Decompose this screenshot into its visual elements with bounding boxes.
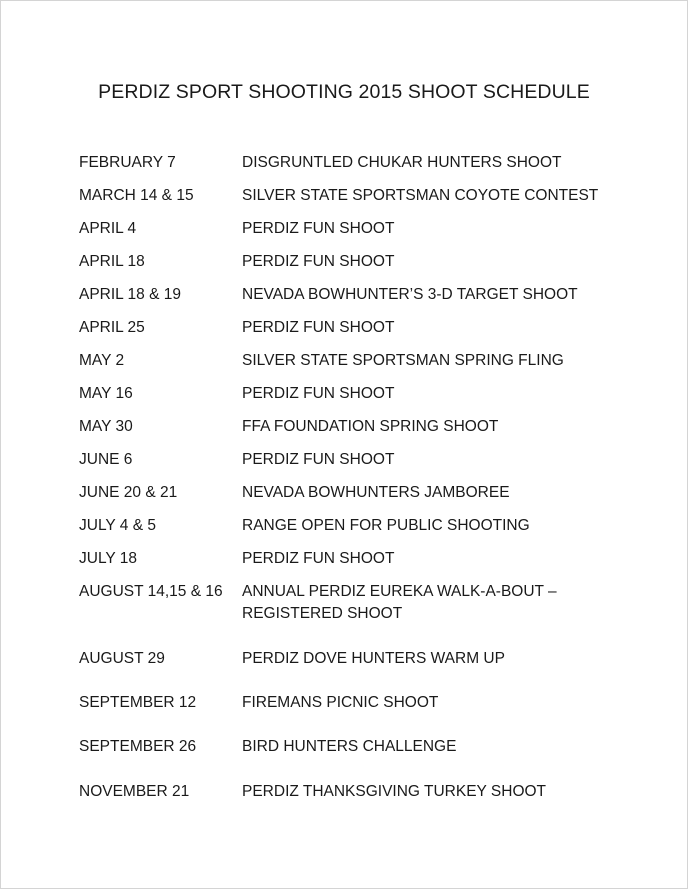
schedule-date: APRIL 25 xyxy=(79,319,145,336)
schedule-event: FFA FOUNDATION SPRING SHOOT xyxy=(242,418,499,435)
schedule-event: NEVADA BOWHUNTER’S 3-D TARGET SHOOT xyxy=(242,286,578,303)
schedule-event: NEVADA BOWHUNTERS JAMBOREE xyxy=(242,484,510,501)
schedule-date: FEBRUARY 7 xyxy=(79,154,176,171)
schedule-event: PERDIZ FUN SHOOT xyxy=(242,385,395,402)
schedule-date: AUGUST 14,15 & 16 xyxy=(79,583,223,600)
schedule-date: AUGUST 29 xyxy=(79,650,165,667)
schedule-event: BIRD HUNTERS CHALLENGE xyxy=(242,738,457,755)
schedule-date: MAY 16 xyxy=(79,385,133,402)
schedule-event: FIREMANS PICNIC SHOOT xyxy=(242,694,439,711)
schedule-date: JUNE 20 & 21 xyxy=(79,484,178,501)
schedule-event: PERDIZ FUN SHOOT xyxy=(242,220,395,237)
schedule-event: PERDIZ THANKSGIVING TURKEY SHOOT xyxy=(242,783,547,800)
schedule-date: MAY 2 xyxy=(79,352,125,369)
schedule-event: PERDIZ FUN SHOOT xyxy=(242,319,395,336)
schedule-event: SILVER STATE SPORTSMAN COYOTE CONTEST xyxy=(242,187,599,204)
schedule-date: MAY 30 xyxy=(79,418,133,435)
schedule-event: SILVER STATE SPORTSMAN SPRING FLING xyxy=(242,352,564,369)
schedule-date: SEPTEMBER 26 xyxy=(79,738,197,755)
schedule-date: NOVEMBER 21 xyxy=(79,783,190,800)
schedule-event: PERDIZ FUN SHOOT xyxy=(242,550,395,567)
schedule-event: PERDIZ FUN SHOOT xyxy=(242,253,395,270)
schedule-date: APRIL 18 xyxy=(79,253,145,270)
schedule-event: PERDIZ DOVE HUNTERS WARM UP xyxy=(242,650,505,667)
schedule-event: DISGRUNTLED CHUKAR HUNTERS SHOOT xyxy=(242,154,562,171)
schedule-date: SEPTEMBER 12 xyxy=(79,694,197,711)
schedule-date: APRIL 4 xyxy=(79,220,137,237)
schedule-date: APRIL 18 & 19 xyxy=(79,286,181,303)
schedule-date: MARCH 14 & 15 xyxy=(79,187,194,204)
schedule-date: JULY 4 & 5 xyxy=(79,517,156,534)
page-title: PERDIZ SPORT SHOOTING 2015 SHOOT SCHEDULE xyxy=(98,81,590,103)
schedule-date: JULY 18 xyxy=(79,550,138,567)
schedule-date: JUNE 6 xyxy=(79,451,133,468)
schedule-event: ANNUAL PERDIZ EUREKA WALK-A-BOUT – REGISTERED SHOOT xyxy=(242,583,557,622)
schedule-event: PERDIZ FUN SHOOT xyxy=(242,451,395,468)
schedule-event: RANGE OPEN FOR PUBLIC SHOOTING xyxy=(242,517,530,534)
